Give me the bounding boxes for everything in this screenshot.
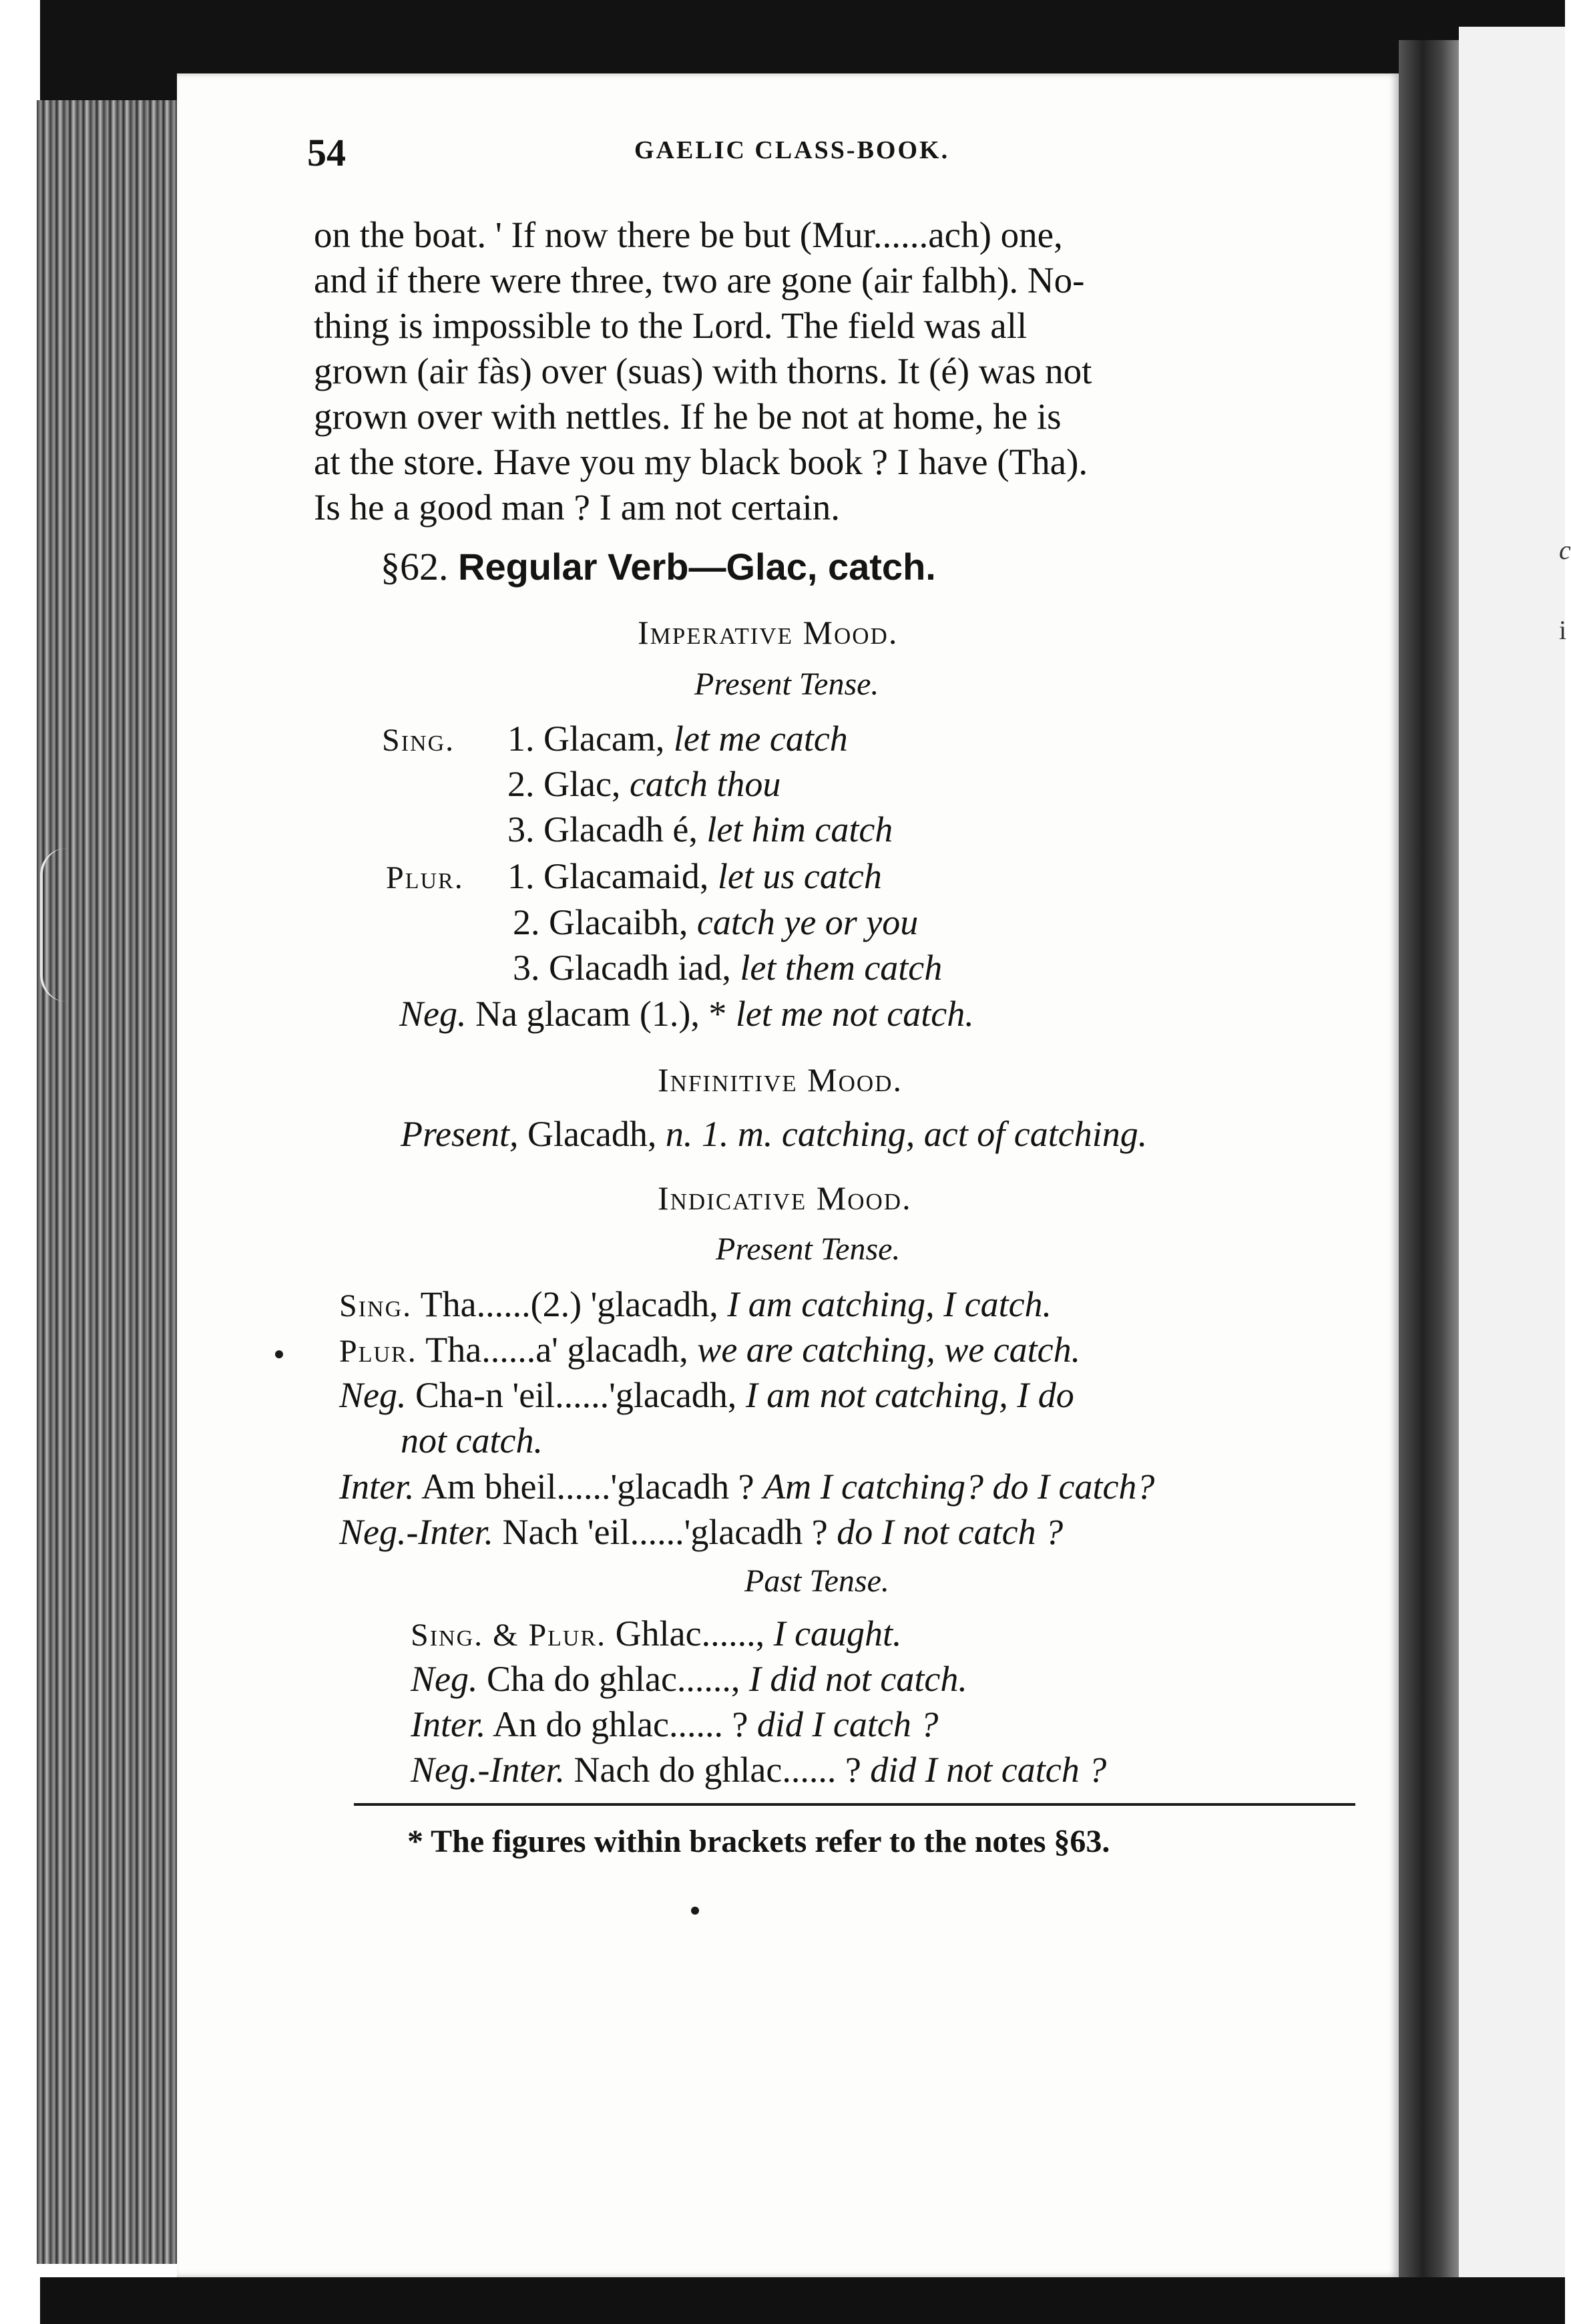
conjugation-row bbox=[507, 809, 893, 850]
row-gaelic: Glac, bbox=[543, 764, 621, 804]
row-gaelic: Na glacam (1.), * bbox=[475, 994, 727, 1034]
running-title: GAELIC CLASS-BOOK. bbox=[634, 136, 950, 164]
book-gutter bbox=[1399, 40, 1459, 2284]
row-english: catch ye or you bbox=[696, 902, 919, 942]
facing-page-mark: i bbox=[1559, 615, 1567, 645]
exercise-line: Is he a good man ? I am not certain. bbox=[314, 487, 841, 528]
exercise-line: on the boat. ' If now there be but (Mur......ach) one, bbox=[314, 214, 1063, 255]
conjugation-row bbox=[339, 1329, 1080, 1370]
row-gaelic: Glacadh é, bbox=[543, 809, 698, 849]
row-grammar: n. 1. m. bbox=[665, 1114, 773, 1154]
indicative-mood-title: Indicative Mood. bbox=[658, 1179, 912, 1217]
row-number: 2. bbox=[507, 764, 535, 804]
present-tense-title: Present Tense. bbox=[716, 1231, 901, 1267]
footnote-rule bbox=[354, 1803, 1355, 1806]
exercise-line: grown (air fàs) over (suas) with thorns. It (é) was not bbox=[314, 351, 1092, 391]
conjugation-row bbox=[513, 902, 918, 943]
row-label: Neg. bbox=[399, 994, 467, 1034]
conjugation-row bbox=[507, 855, 882, 897]
conjugation-row bbox=[411, 1658, 967, 1700]
conjugation-row-continued bbox=[401, 1420, 543, 1461]
row-label: Neg.-Inter. bbox=[411, 1750, 565, 1790]
row-english: let them catch bbox=[740, 948, 943, 988]
row-number: 3. bbox=[507, 809, 535, 849]
conjugation-row bbox=[339, 1466, 1154, 1507]
conjugation-row bbox=[382, 718, 455, 759]
row-gaelic: Am bheil......'glacadh ? bbox=[421, 1467, 754, 1507]
bookmark-ribbon bbox=[40, 848, 83, 1002]
row-english: Am I catching? do I catch? bbox=[763, 1467, 1155, 1507]
section-number: §62. bbox=[381, 545, 449, 588]
row-gaelic: Glacadh, bbox=[527, 1114, 657, 1154]
conjugation-row bbox=[411, 1749, 1106, 1790]
row-label: Neg.-Inter. bbox=[339, 1512, 493, 1552]
row-english: catching, act of catching. bbox=[781, 1114, 1148, 1154]
section-heading bbox=[381, 544, 936, 589]
row-number: 2. bbox=[513, 902, 540, 942]
row-english: I did not catch. bbox=[748, 1659, 967, 1699]
conjugation-row bbox=[507, 718, 848, 759]
row-label: Plur. bbox=[339, 1334, 417, 1369]
row-english: I am not catching, I do bbox=[745, 1375, 1074, 1415]
conjugation-row bbox=[411, 1613, 902, 1654]
row-english: let me not catch. bbox=[735, 994, 974, 1034]
row-gaelic: Cha-n 'eil......'glacadh, bbox=[415, 1375, 737, 1415]
row-label: Plur. bbox=[386, 860, 464, 896]
page-number: 54 bbox=[307, 131, 346, 174]
exercise-line: and if there were three, two are gone (air falbh). No- bbox=[314, 260, 1085, 301]
row-gaelic: Cha do ghlac......, bbox=[487, 1659, 740, 1699]
running-header bbox=[307, 130, 1349, 174]
conjugation-row bbox=[513, 947, 942, 988]
row-label: Neg. bbox=[339, 1375, 407, 1415]
row-gaelic: Tha......(2.) 'glacadh, bbox=[420, 1284, 718, 1324]
row-label: Neg. bbox=[411, 1659, 478, 1699]
row-english: catch thou bbox=[629, 764, 781, 804]
scan-background-bottom bbox=[40, 2277, 1565, 2324]
conjugation-row bbox=[339, 1374, 1074, 1416]
row-english: let us catch bbox=[717, 856, 882, 896]
row-gaelic: Tha......a' glacadh, bbox=[425, 1330, 688, 1370]
exercise-paragraph bbox=[314, 212, 1329, 530]
row-gaelic: Nach 'eil......'glacadh ? bbox=[502, 1512, 828, 1552]
book-page-edges bbox=[37, 100, 180, 2264]
imperative-tense-title: Present Tense. bbox=[694, 666, 879, 702]
row-english: did I not catch ? bbox=[870, 1750, 1107, 1790]
row-label: Inter. bbox=[339, 1467, 415, 1507]
conjugation-row bbox=[386, 855, 464, 897]
conjugation-row bbox=[339, 1511, 1063, 1553]
print-speck bbox=[691, 1907, 699, 1915]
exercise-line: grown over with nettles. If he be not at home, he is bbox=[314, 396, 1062, 437]
row-gaelic: An do ghlac...... ? bbox=[493, 1704, 748, 1744]
conjugation-row bbox=[507, 763, 780, 805]
row-english: did I catch ? bbox=[756, 1704, 939, 1744]
exercise-line: thing is impossible to the Lord. The field was all bbox=[314, 305, 1028, 346]
row-label: Present, bbox=[401, 1114, 519, 1154]
row-english: I am catching, I catch. bbox=[727, 1284, 1052, 1324]
row-gaelic: Glacam, bbox=[543, 719, 665, 759]
footnote: * The figures within brackets refer to the notes §63. bbox=[407, 1824, 1110, 1859]
row-gaelic: Nach do ghlac...... ? bbox=[574, 1750, 861, 1790]
row-gaelic: Ghlac......, bbox=[615, 1613, 765, 1654]
infinitive-mood-title: Infinitive Mood. bbox=[658, 1061, 903, 1099]
section-title: Regular Verb—Glac, catch. bbox=[458, 546, 936, 588]
row-english: we are catching, we catch. bbox=[697, 1330, 1081, 1370]
scan-background-left bbox=[0, 0, 40, 2324]
row-label: Sing. & Plur. bbox=[411, 1617, 607, 1653]
row-english: do I not catch ? bbox=[837, 1512, 1064, 1552]
conjugation-row-negative bbox=[399, 993, 974, 1034]
infinitive-row bbox=[401, 1113, 1147, 1155]
facing-page-fragment bbox=[1459, 27, 1571, 2324]
row-english: let me catch bbox=[673, 719, 848, 759]
row-english: let him catch bbox=[706, 809, 893, 849]
imperative-mood-title: Imperative Mood. bbox=[638, 614, 899, 651]
conjugation-row bbox=[339, 1284, 1052, 1325]
row-label: Sing. bbox=[339, 1288, 413, 1324]
row-number: 1. bbox=[507, 856, 535, 896]
row-label: Inter. bbox=[411, 1704, 486, 1744]
row-gaelic: Glacamaid, bbox=[543, 856, 709, 896]
row-english: I caught. bbox=[773, 1613, 902, 1654]
row-english: not catch. bbox=[401, 1420, 543, 1461]
row-number: 3. bbox=[513, 948, 540, 988]
past-tense-title: Past Tense. bbox=[744, 1563, 889, 1599]
print-speck bbox=[275, 1350, 283, 1358]
facing-page-mark: c bbox=[1559, 535, 1571, 565]
row-number: 1. bbox=[507, 719, 535, 759]
row-gaelic: Glacaibh, bbox=[549, 902, 688, 942]
row-gaelic: Glacadh iad, bbox=[549, 948, 731, 988]
conjugation-row bbox=[411, 1704, 938, 1745]
row-label: Sing. bbox=[382, 723, 455, 758]
exercise-line: at the store. Have you my black book ? I have (Tha). bbox=[314, 441, 1088, 482]
